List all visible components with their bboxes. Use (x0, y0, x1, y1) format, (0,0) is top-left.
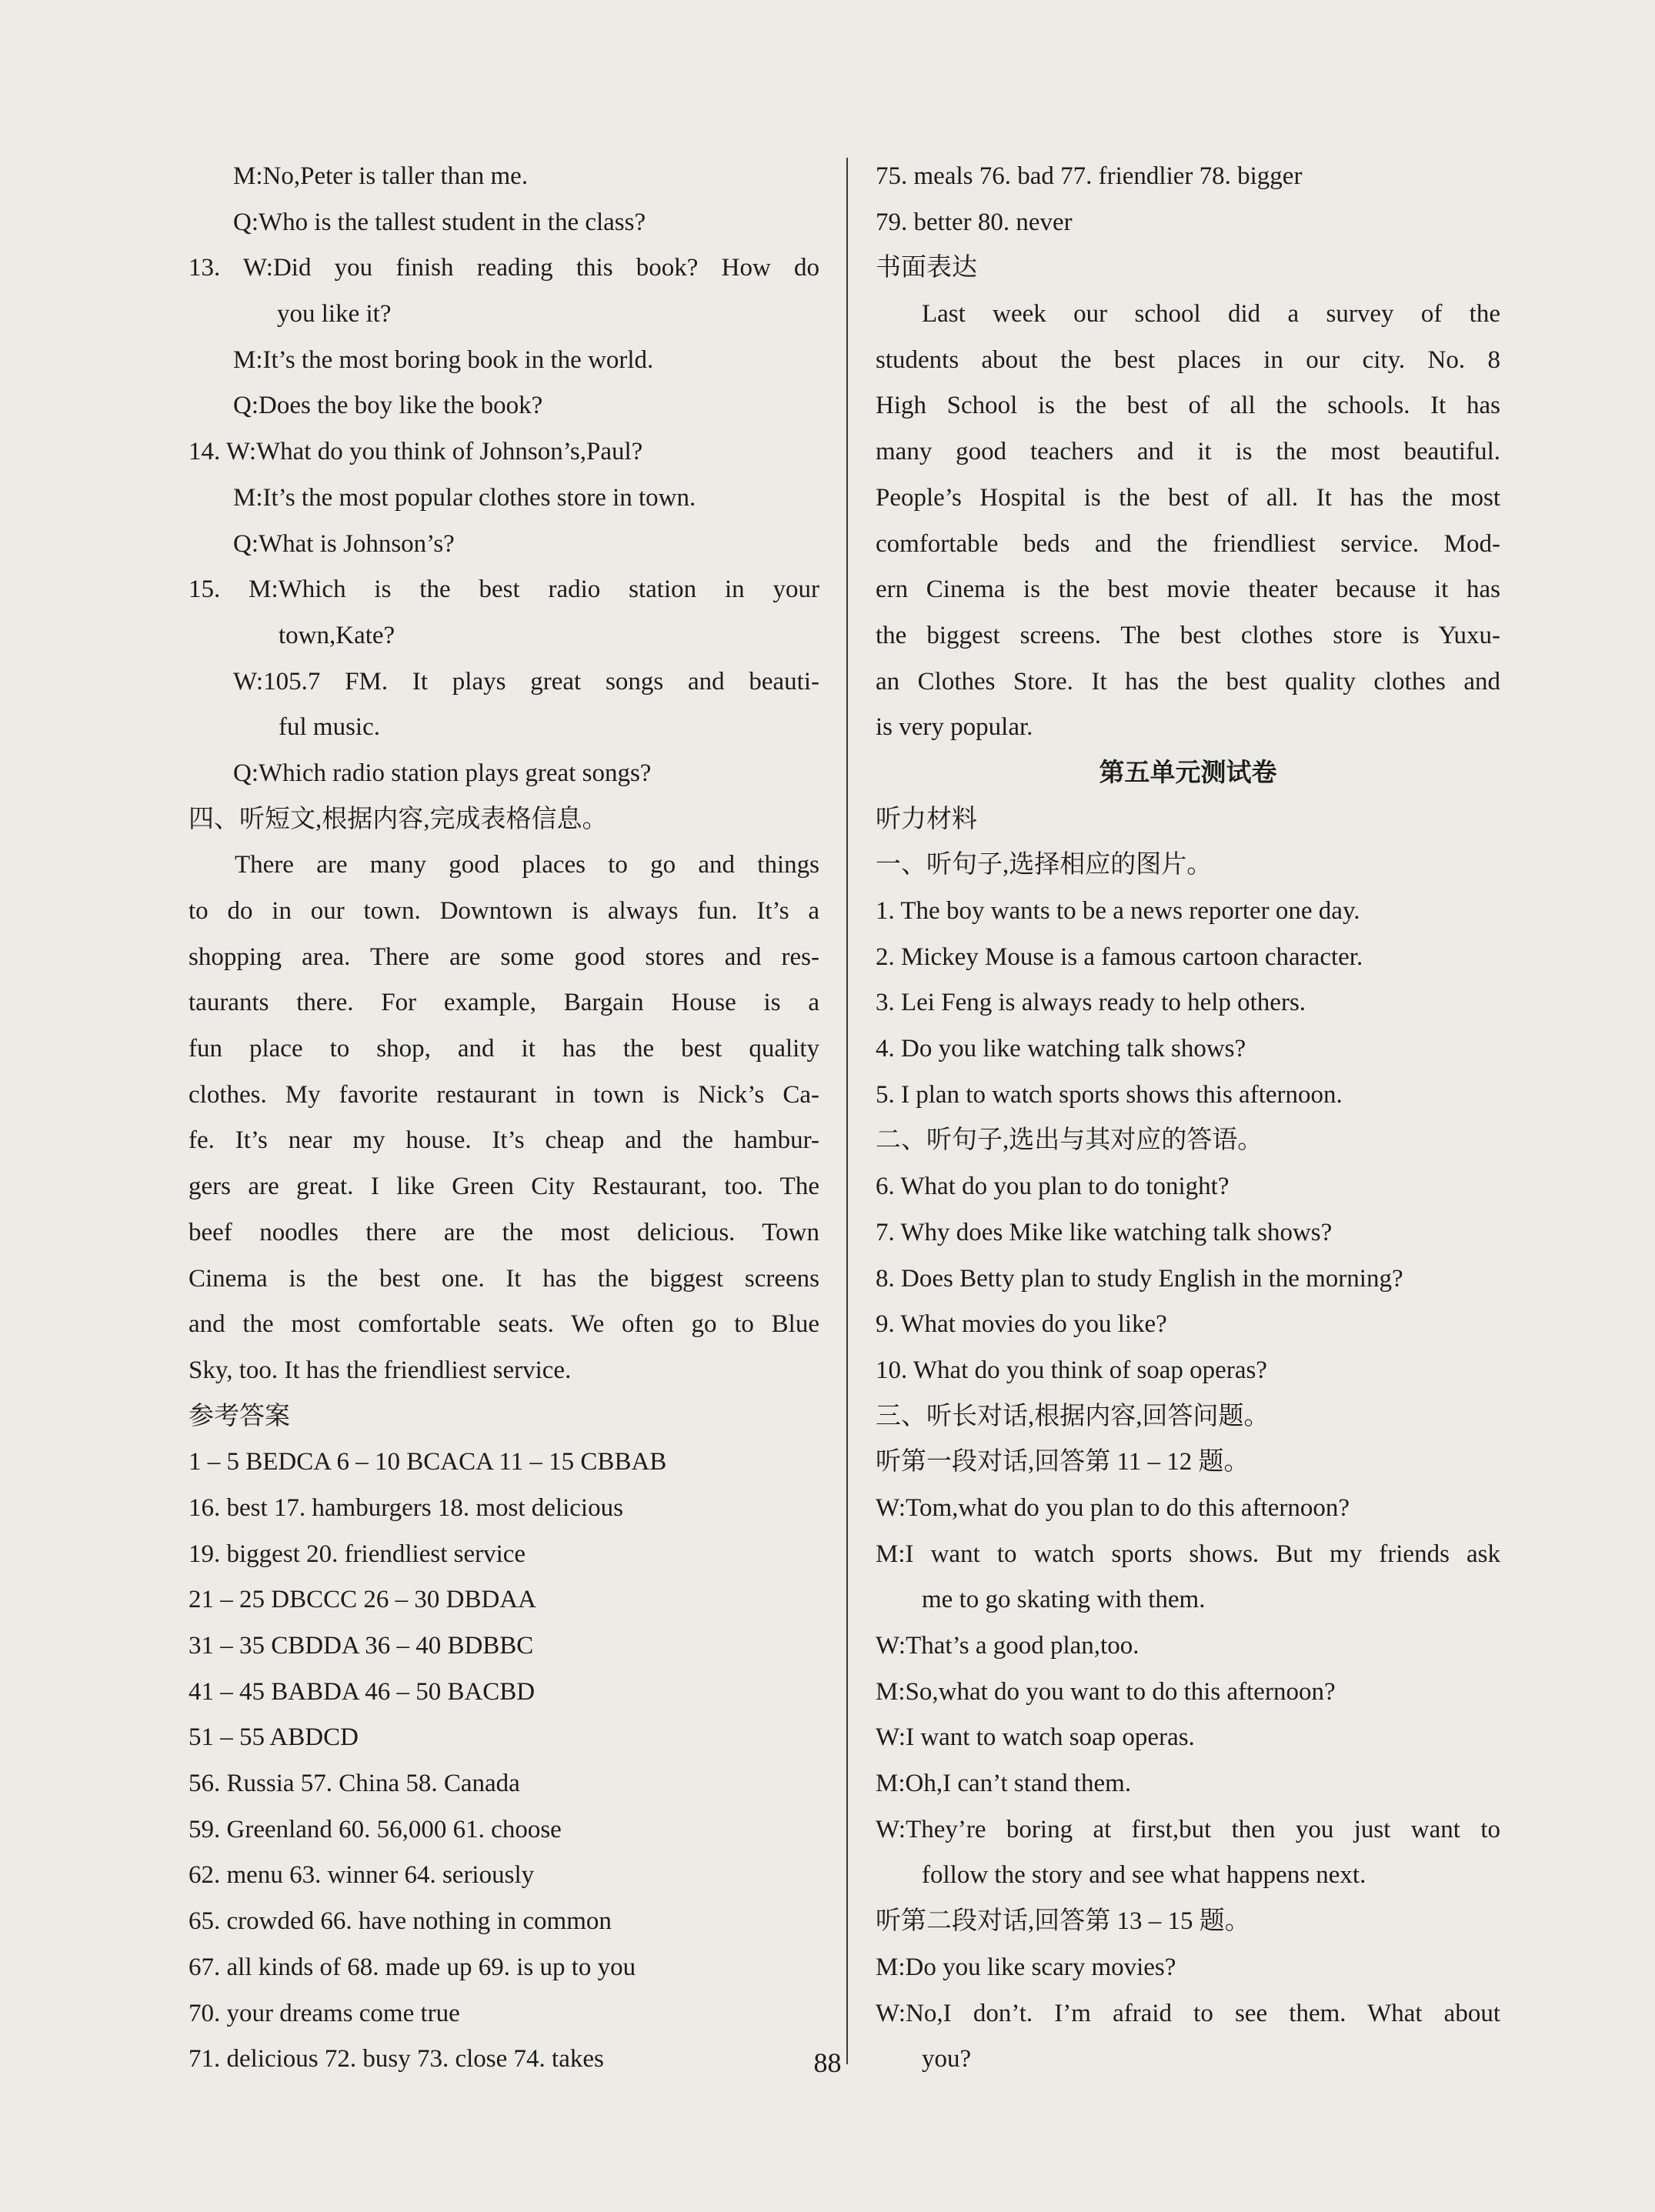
text-line: taurants there. For example, Bargain House is a (189, 989, 819, 1017)
text-line: M:Do you like scary movies? (876, 1953, 1176, 1981)
text-line: Last week our school did a survey of the (922, 300, 1500, 329)
text-line: W:I want to watch soap operas. (876, 1723, 1195, 1752)
text-line: 14. W:What do you think of Johnson’s,Paul? (189, 438, 643, 466)
text-line: 70. your dreams come true (189, 1999, 460, 2027)
text-line: an Clothes Store. It has the best quality clothes and (876, 667, 1500, 696)
text-line: Q:Does the boy like the book? (233, 392, 543, 420)
text-line: Sky, too. It has the friendliest service. (189, 1356, 572, 1384)
text-line: 15. M:Which is the best radio station in your (189, 576, 819, 604)
text-line: People’s Hospital is the best of all. It has the most (876, 483, 1500, 512)
column-divider (846, 158, 848, 2064)
text-line: High School is the best of all the schools. It has (876, 392, 1500, 420)
text-line: comfortable beds and the friendliest service. Mod- (876, 529, 1500, 558)
text-line: 3. Lei Feng is always ready to help others. (876, 989, 1306, 1017)
text-line: 75. meals 76. bad 77. friendlier 78. bigger (876, 162, 1303, 190)
text-line: you? (922, 2045, 972, 2074)
text-line: 1 – 5 BEDCA 6 – 10 BCACA 11 – 15 CBBAB (189, 1448, 667, 1476)
text-line: 13. W:Did you finish reading this book? How do (189, 254, 819, 282)
text-line: 参考答案 (189, 1402, 290, 1430)
text-line: W:105.7 FM. It plays great songs and beauti- (233, 667, 819, 696)
text-line: you like it? (277, 300, 392, 329)
text-line: 56. Russia 57. China 58. Canada (189, 1770, 520, 1798)
text-line: students about the best places in our city. No. 8 (876, 345, 1500, 374)
text-line: 71. delicious 72. busy 73. close 74. takes (189, 2045, 604, 2074)
text-line: fe. It’s near my house. It’s cheap and the hambur- (189, 1126, 819, 1155)
text-line: Q:What is Johnson’s? (233, 529, 455, 558)
text-line: 4. Do you like watching talk shows? (876, 1035, 1246, 1063)
text-line: 5. I plan to watch sports shows this afternoon. (876, 1080, 1343, 1109)
text-line: 51 – 55 ABDCD (189, 1723, 359, 1752)
text-line: the biggest screens. The best clothes store is Yuxu- (876, 621, 1500, 649)
text-line: fun place to shop, and it has the best quality (189, 1035, 819, 1063)
text-line: beef noodles there are the most delicious. Town (189, 1218, 819, 1246)
text-line: 10. What do you think of soap operas? (876, 1356, 1267, 1384)
text-line: 67. all kinds of 68. made up 69. is up to you (189, 1953, 636, 1981)
text-line: 16. best 17. hamburgers 18. most delicious (189, 1493, 623, 1522)
text-line: 书面表达 (876, 254, 977, 282)
text-line: is very popular. (876, 713, 1033, 742)
text-line: 65. crowded 66. have nothing in common (189, 1907, 612, 1936)
text-line: ern Cinema is the best movie theater because it has (876, 576, 1500, 604)
text-line: 31 – 35 CBDDA 36 – 40 BDBBC (189, 1632, 534, 1660)
text-line: 21 – 25 DBCCC 26 – 30 DBDAA (189, 1586, 536, 1614)
text-line: Q:Which radio station plays great songs? (233, 759, 652, 787)
text-line: 四、听短文,根据内容,完成表格信息。 (189, 805, 608, 833)
text-line: 79. better 80. never (876, 208, 1073, 236)
text-line: 听力材料 (876, 805, 977, 833)
text-line: town,Kate? (279, 621, 395, 649)
text-line: Cinema is the best one. It has the biggest screens (189, 1264, 819, 1293)
text-line: gers are great. I like Green City Restaurant, too. The (189, 1173, 819, 1201)
text-line: W:They’re boring at first,but then you just want to (876, 1815, 1500, 1843)
text-line: Q:Who is the tallest student in the class? (233, 208, 646, 236)
text-line: M:It’s the most popular clothes store in town. (233, 483, 696, 512)
text-line: M:So,what do you want to do this afternoon? (876, 1677, 1336, 1706)
text-line: to do in our town. Downtown is always fun. It’s a (189, 897, 819, 925)
text-line: clothes. My favorite restaurant in town is Nick’s Ca- (189, 1080, 819, 1109)
text-line: 一、听句子,选择相应的图片。 (876, 851, 1213, 879)
text-line: follow the story and see what happens next. (922, 1861, 1366, 1890)
text-line: 19. biggest 20. friendliest service (189, 1540, 526, 1568)
text-line: 2. Mickey Mouse is a famous cartoon character. (876, 943, 1363, 971)
text-line: M:No,Peter is taller than me. (233, 162, 529, 190)
text-line: 第五单元测试卷 (1099, 759, 1277, 787)
text-line: and the most comfortable seats. We often go to Blue (189, 1310, 819, 1339)
text-line: W:No,I don’t. I’m afraid to see them. What about (876, 1999, 1500, 2027)
text-line: 听第一段对话,回答第 11 – 12 题。 (876, 1448, 1250, 1476)
text-line: 1. The boy wants to be a news reporter one day. (876, 897, 1360, 925)
page-number: 88 (813, 2047, 842, 2078)
text-line: M:I want to watch sports shows. But my friends ask (876, 1540, 1500, 1568)
text-line: 8. Does Betty plan to study English in the morning? (876, 1264, 1403, 1293)
text-line: There are many good places to go and things (235, 851, 819, 879)
text-line: shopping area. There are some good stores and res- (189, 943, 819, 971)
text-line: 62. menu 63. winner 64. seriously (189, 1861, 535, 1890)
left-column (189, 154, 819, 2083)
text-line: W:Tom,what do you plan to do this afternoon? (876, 1493, 1350, 1522)
right-column (876, 154, 1500, 2083)
text-line: M:Oh,I can’t stand them. (876, 1770, 1132, 1798)
text-line: many good teachers and it is the most beautiful. (876, 438, 1500, 466)
text-line: ful music. (279, 713, 380, 742)
text-line: 听第二段对话,回答第 13 – 15 题。 (876, 1907, 1250, 1936)
text-line: W:That’s a good plan,too. (876, 1632, 1139, 1660)
text-line: 7. Why does Mike like watching talk shows? (876, 1218, 1333, 1246)
text-line: me to go skating with them. (922, 1586, 1206, 1614)
text-line: 三、听长对话,根据内容,回答问题。 (876, 1402, 1270, 1430)
text-line: 59. Greenland 60. 56,000 61. choose (189, 1815, 562, 1843)
text-line: 6. What do you plan to do tonight? (876, 1173, 1230, 1201)
text-line: 41 – 45 BABDA 46 – 50 BACBD (189, 1677, 536, 1706)
text-line: 9. What movies do you like? (876, 1310, 1167, 1339)
text-line: 二、听句子,选出与其对应的答语。 (876, 1126, 1263, 1155)
text-line: M:It’s the most boring book in the world. (233, 345, 654, 374)
